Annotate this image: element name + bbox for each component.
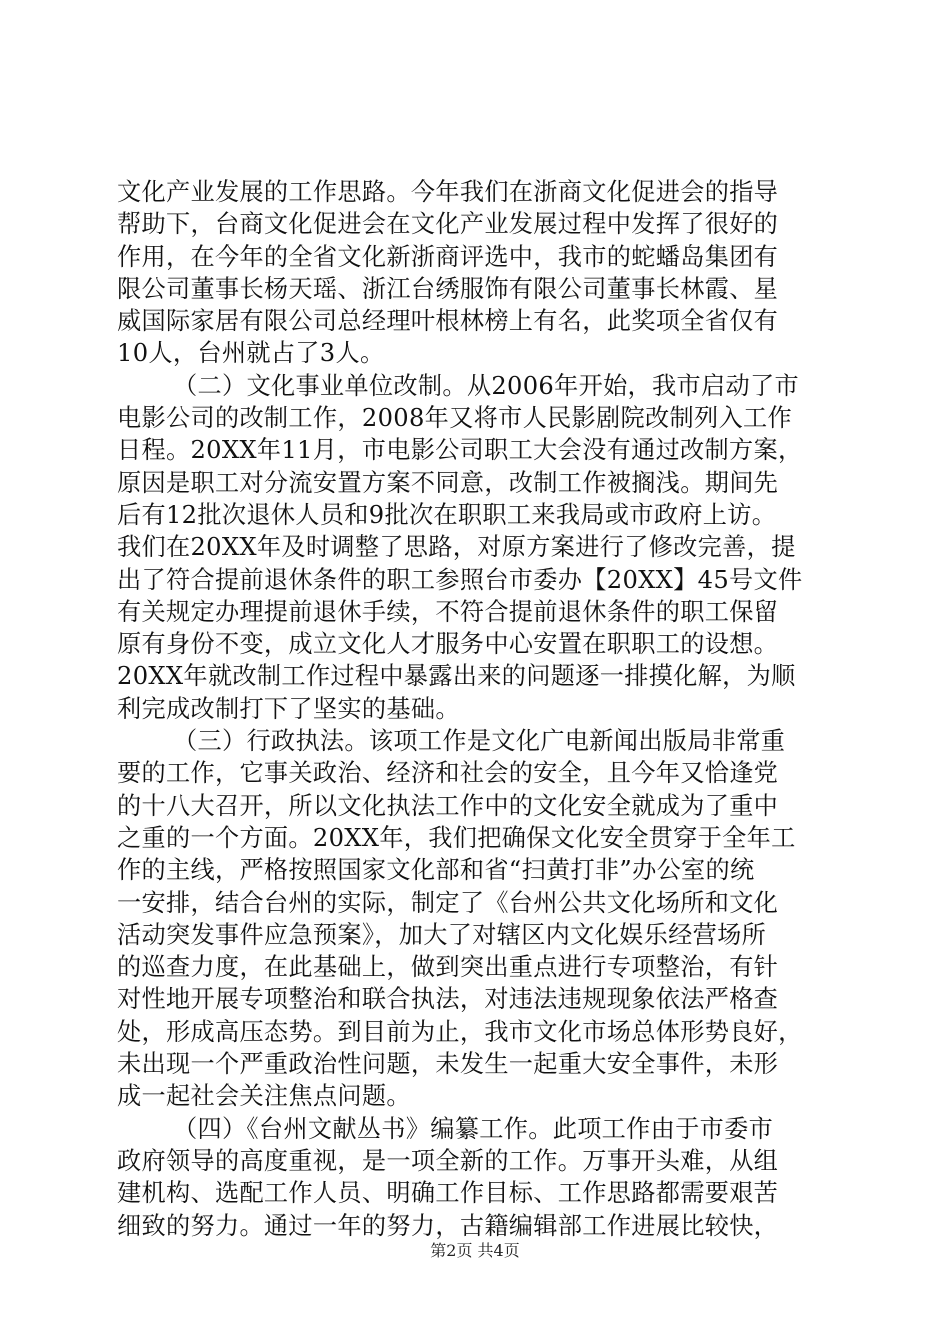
text-line: 的巡查力度，在此基础上，做到突出重点进行专项整治，有针: [117, 953, 779, 982]
paragraph-start-line: （三）行政执法。该项工作是文化广电新闻出版局非常重: [173, 727, 786, 756]
text-line: 日程。20XX年11月，市电影公司职工大会没有通过改制方案，: [117, 436, 803, 465]
page-number-label: 第2页 共4页: [430, 1241, 520, 1260]
text-line: 10人，台州就占了3人。: [117, 339, 385, 368]
text-line: 有关规定办理提前退休手续，不符合提前退休条件的职工保留: [117, 597, 779, 626]
text-line: 限公司董事长杨天瑶、浙江台绣服饰有限公司董事长林霞、星: [117, 274, 779, 303]
text-line: 作的主线，严格按照国家文化部和省“扫黄打非”办公室的统: [117, 856, 755, 885]
text-line: 成一起社会关注焦点问题。: [117, 1082, 411, 1111]
text-line: 原有身份不变，成立文化人才服务中心安置在职职工的设想。: [117, 630, 779, 659]
body-text: [117, 176, 835, 1242]
text-line: 我们在20XX年及时调整了思路，对原方案进行了修改完善，提: [117, 533, 796, 562]
text-line: 建机构、选配工作人员、明确工作目标、工作思路都需要艰苦: [117, 1179, 779, 1208]
text-line: 未出现一个严重政治性问题，未发生一起重大安全事件，未形: [117, 1050, 779, 1079]
text-line: 要的工作，它事关政治、经济和社会的安全，且今年又恰逢党: [117, 759, 779, 788]
text-line: 作用，在今年的全省文化新浙商评选中，我市的蛇蟠岛集团有: [117, 242, 779, 271]
text-line: 出了符合提前退休条件的职工参照台市委办【20XX】45号文件: [117, 565, 803, 594]
text-line: 威国际家居有限公司总经理叶根林榜上有名，此奖项全省仅有: [117, 307, 779, 336]
text-line: 20XX年就改制工作过程中暴露出来的问题逐一排摸化解，为顺: [117, 662, 796, 691]
text-line: 处，形成高压态势。到目前为止，我市文化市场总体形势良好，: [117, 1017, 803, 1046]
text-line: 政府领导的高度重视，是一项全新的工作。万事开头难，从组: [117, 1146, 779, 1175]
text-line: 帮助下，台商文化促进会在文化产业发展过程中发挥了很好的: [117, 210, 779, 239]
text-line: 利完成改制打下了坚实的基础。: [117, 694, 460, 723]
text-line: 文化产业发展的工作思路。今年我们在浙商文化促进会的指导: [117, 178, 779, 206]
text-line: 的十八大召开，所以文化执法工作中的文化安全就成为了重中: [117, 791, 779, 820]
text-line: 细致的努力。通过一年的努力，古籍编辑部工作进展比较快，: [117, 1211, 779, 1240]
text-line: 原因是职工对分流安置方案不同意，改制工作被搁浅。期间先: [117, 468, 779, 497]
page-footer: [0, 1240, 950, 1262]
text-line: 之重的一个方面。20XX年，我们把确保文化安全贯穿于全年工: [117, 823, 796, 852]
text-line: 电影公司的改制工作，2008年又将市人民影剧院改制列入工作: [117, 404, 792, 433]
text-line: 对性地开展专项整治和联合执法，对违法违规现象依法严格查: [117, 985, 779, 1014]
paragraph-start-line: （二）文化事业单位改制。从2006年开始，我市启动了市: [173, 371, 799, 400]
text-line: 一安排，结合台州的实际，制定了《台州公共文化场所和文化: [117, 888, 779, 917]
paragraph-start-line: （四）《台州文献丛书》编纂工作。此项工作由于市委市: [173, 1114, 774, 1143]
text-line: 后有12批次退休人员和9批次在职职工来我局或市政府上访。: [117, 500, 777, 529]
text-line: 活动突发事件应急预案》，加大了对辖区内文化娱乐经营场所: [117, 920, 767, 949]
